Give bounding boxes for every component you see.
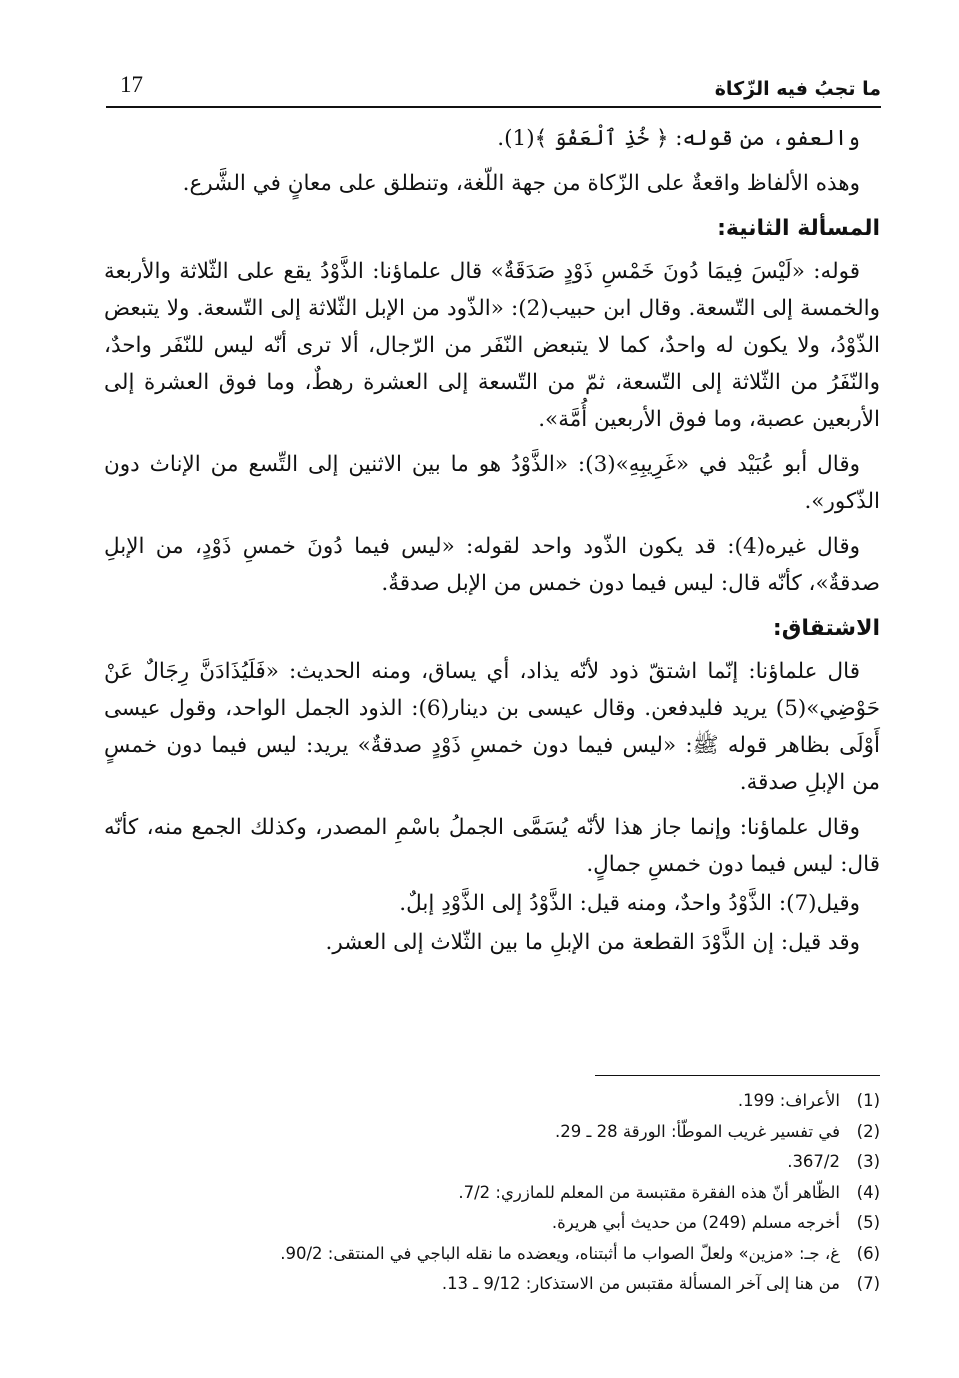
- paragraph: قال علماؤنا: إنّما اشتقّ ذود لأنّه يذاد، أي يساق، ومنه الحديث: «فَلَيُذَادَنَّ رِجَالٌ عَنْ حَوْضِي»(5) يريد فليدفعن. وقال عيسى بن دينار(6): الذود الجمل الواحد، وقول عيسى أَوْلَى بظاهر قوله ﷺ: «ليس فيما دون خمسِ ذَوْدٍ صدقةٌ» يريد: ليس فيما دون خمسٍ من الإبلِ صدقة.: [104, 659, 881, 795]
- footnote-number: (4): [856, 1182, 880, 1202]
- paragraph: والعفو، من قوله: ﴿ خُذِ ٱلْعَفْوَ ﴾(1).: [497, 126, 860, 151]
- footnote-number: (3): [856, 1152, 880, 1171]
- page-number: 17: [120, 72, 143, 97]
- paragraph: وقيل(7): الذَّوْدُ واحدٌ، ومنه قيل: الذَّوْدُ إلى الذَّوْدِ إبلٌ.: [399, 891, 860, 916]
- section-heading: الاشتقاق:: [772, 616, 880, 641]
- footnote: [104, 1178, 880, 1209]
- paragraph: قوله: «لَيْسَ فِيمَا دُونَ خَمْسِ ذَوْدٍ صَدَقَةٌ» قال علماؤنا: الذَّوْدُ يقع على الثّلاثة والأربعة والخمسة إلى التّسعة. وقال ابن حبيب(2): «الذّود من الإبل الثّلاثة إلى التّسعة. ولا يتبعض الذّوْدُ، ولا يكون له واحدٌ، كما لا يتبعض النّفَر من الرّجال، ألا ترى أنّه ليس للنّفَر واحدٌ، والنّفَرُ من الثّلاثة إلى التّسعة، ثمّ من التّسعة إلى العشرة رهطٌ، وما فوق العشرة إلى الأربعين عصبة، وما فوق الأربعين أُمَّة».: [104, 259, 880, 432]
- footnote-text: الأعراف: 199.: [737, 1091, 840, 1110]
- footnote: [104, 1147, 880, 1178]
- section-heading: المسألة الثانية:: [717, 216, 880, 241]
- footnote-text: غ، جـ: «مزين» ولعلّ الصواب ما أثبتناه، ويعضده ما نقله الباجي في المنتقى: 90/2.: [280, 1243, 840, 1263]
- footnote-text: من هنا إلى آخر المسألة مقتبس من الاستذكار: 9/12 ـ 13.: [441, 1274, 840, 1293]
- paragraph: وهذه الألفاظ واقعةٌ على الزّكاة من جهة اللّغة، وتنطلق على معانٍ في الشَّرع.: [182, 171, 860, 196]
- footnote: [104, 1239, 880, 1270]
- footnote-text: الظّاهر أنّ هذه الفقرة مقتبسة من المعلم للمازري: 7/2.: [458, 1182, 840, 1202]
- footnotes: [104, 1086, 880, 1300]
- running-title: ما تجبُ فيه الزّكاة: [714, 78, 881, 100]
- paragraph: وقال علماؤنا: وإنما جاز هذا لأنّه يُسَمَّى الجملُ باسْمِ المصدر، وكذلك الجمع منه، كأنّه قال: ليس فيما دون خمسِ جمالٍ.: [104, 815, 880, 877]
- footnote-number: (2): [856, 1121, 880, 1141]
- footnote-number: (5): [856, 1213, 880, 1232]
- footnote: [104, 1269, 880, 1300]
- footnote-text: أخرجه مسلم (249) من حديث أبي هريرة.: [551, 1213, 840, 1232]
- footnote-text: 367/2.: [787, 1152, 840, 1171]
- footnote: [104, 1208, 880, 1239]
- main-text: [104, 120, 880, 963]
- page-header: [106, 68, 881, 108]
- footnote-text: في تفسير غريب الموطّأ: الورقة 28 ـ 29.: [555, 1121, 840, 1141]
- footnote: [104, 1117, 880, 1148]
- footnote-number: (6): [856, 1243, 880, 1263]
- footnote: [104, 1086, 880, 1117]
- paragraph: وقد قيل: إن الذَّوْدَ القطعة من الإبلِ ما بين الثّلاث إلى العشر.: [325, 930, 860, 955]
- footnote-divider: [595, 1075, 880, 1076]
- footnote-number: (1): [856, 1091, 880, 1110]
- paragraph: وقال غيره(4): قد يكون الذّود واحد لقوله: «ليس فيما دُونَ خمسِ ذَوْدٍ، من الإبلِ صدقةٌ»، كأنّه قال: ليس فيما دون خمس من الإبل صدقةٌ.: [104, 534, 880, 596]
- paragraph: وقال أبو عُبَيْد في «غَرِيبِهِ»(3): «الذَّوْدُ هو ما بين الاثنين إلى التِّسع من الإناث دون الذّكور».: [104, 452, 880, 514]
- footnote-number: (7): [856, 1274, 880, 1293]
